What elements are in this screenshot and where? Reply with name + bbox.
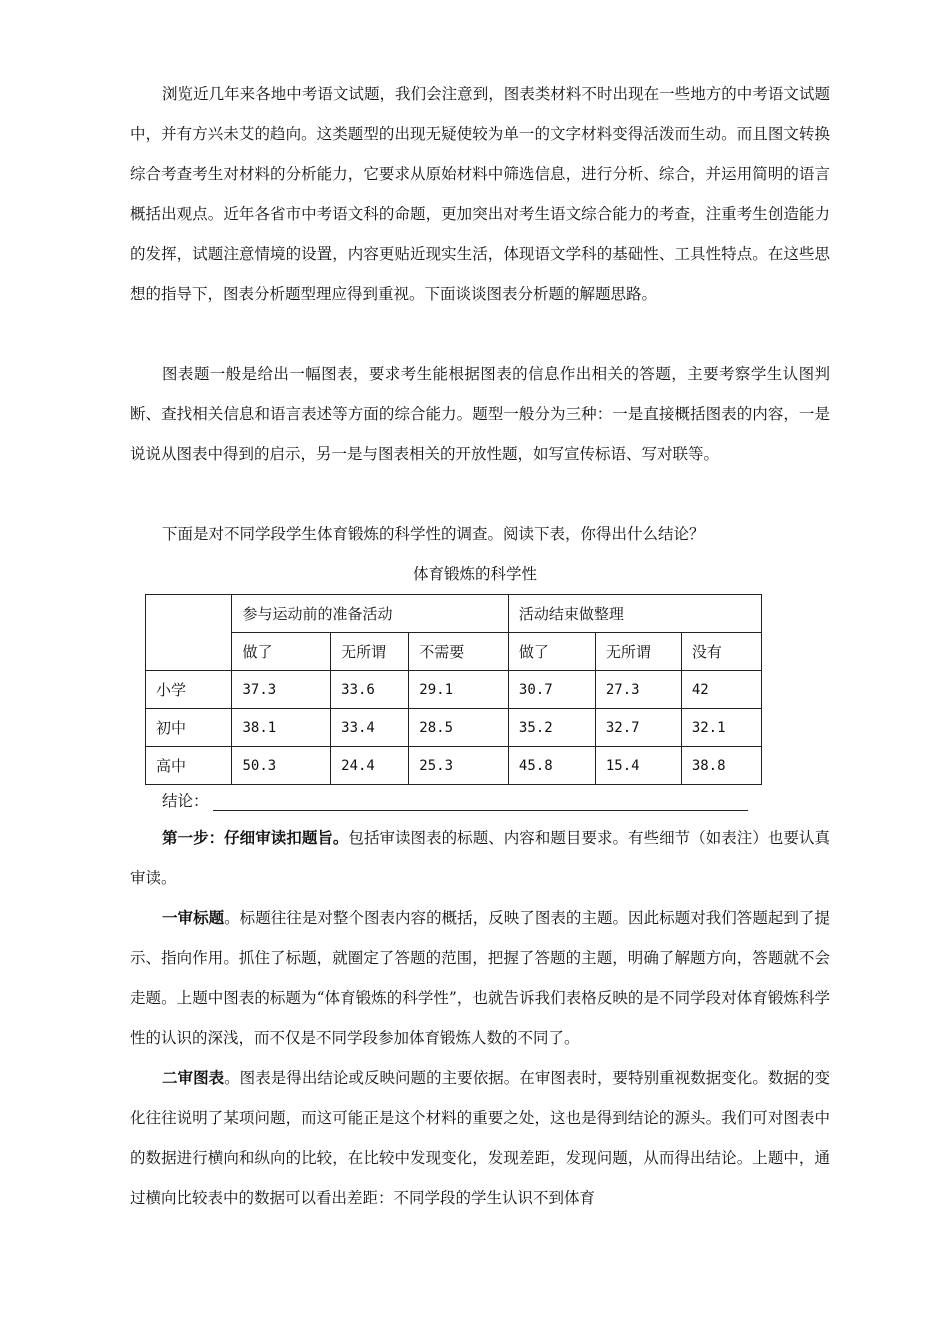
subheader-cell: 做了 [232,633,331,671]
table-caption: 体育锻炼的科学性 [412,565,537,583]
survey-table [145,594,762,785]
table-cell: 25.3 [409,747,509,785]
subheader-cell: 做了 [508,633,595,671]
table-cell: 35.2 [508,709,595,747]
table-cell: 32.1 [681,709,761,747]
table-cell: 24.4 [331,747,409,785]
subheader-cell: 没有 [681,633,761,671]
subheader-cell: 不需要 [409,633,509,671]
title-review-heading: 一审标题 [162,908,225,927]
step-one-text: 包括审读图表的标题、内容和题目要求。有些细节（如表注）也要认真审读。 [130,829,830,887]
subheader-cell: 无所谓 [331,633,409,671]
conclusion-blank [213,792,748,811]
table-cell: 33.4 [331,709,409,747]
row-label: 高中 [146,747,232,785]
chart-review-paragraph [130,1058,830,1218]
table-cell: 32.7 [595,709,681,747]
table-cell: 45.8 [508,747,595,785]
conclusion-label: 结论： [162,792,209,810]
subheader-cell: 无所谓 [595,633,681,671]
title-review-text: 。标题往往是对整个图表内容的概括，反映了图表的主题。因此标题对我们答题起到了提示、指向作用。抓住了标题，就圈定了答题的范围，把握了答题的主题，明确了解题方向，答题就不会走题。上题中图表的标题为“体育锻炼的科学性”，也就告诉我们表格反映的是不同学段对体育锻炼科学性的认识的深浅，而不仅是不同学段参加体育锻炼人数的不同了。 [130,909,830,1047]
conclusion-line [162,789,748,811]
chart-review-text: 。图表是得出结论或反映问题的主要依据。在审图表时，要特别重视数据变化。数据的变化往往说明了某项问题，而这可能正是这个材料的重要之处，这也是得到结论的源头。我们可对图表中的数据进行横向和纵向的比较，在比较中发现变化，发现差距，发现问题，从而得出结论。上题中，通过横向比较表中的数据可以看出差距：不同学段的学生认识不到体育 [130,1069,830,1207]
table-cell: 28.5 [409,709,509,747]
table-cell: 42 [681,671,761,709]
table-cell: 38.8 [681,747,761,785]
table-corner-cell [146,595,232,671]
group-header-cooldown: 活动结束做整理 [508,595,761,633]
step-one-heading: 第一步：仔细审读扣题旨。 [162,828,349,847]
table-cell: 15.4 [595,747,681,785]
table-cell: 33.6 [331,671,409,709]
question-prompt: 下面是对不同学段学生体育锻炼的科学性的调查。阅读下表，你得出什么结论？ [162,525,705,543]
table-cell: 30.7 [508,671,595,709]
table-cell: 37.3 [232,671,331,709]
step-one-paragraph [130,818,830,898]
table-row [146,671,762,709]
table-row [146,747,762,785]
row-label: 小学 [146,671,232,709]
table-cell: 27.3 [595,671,681,709]
table-cell: 50.3 [232,747,331,785]
row-label: 初中 [146,709,232,747]
table-subheader-row [146,633,762,671]
table-row [146,709,762,747]
table-cell: 38.1 [232,709,331,747]
chart-question-paragraph: 图表题一般是给出一幅图表，要求考生能根据图表的信息作出相关的答题，主要考察学生认图判断、查找相关信息和语言表述等方面的综合能力。题型一般分为三种：一是直接概括图表的内容，一是说说从图表中得到的启示，另一是与图表相关的开放性题，如写宣传标语、写对联等。 [130,365,830,463]
table-cell: 29.1 [409,671,509,709]
group-header-warmup: 参与运动前的准备活动 [232,595,508,633]
chart-review-heading: 二审图表 [162,1068,225,1087]
title-review-paragraph [130,898,830,1058]
intro-paragraph: 浏览近几年来各地中考语文试题，我们会注意到，图表类材料不时出现在一些地方的中考语文试题中，并有方兴未艾的趋向。这类题型的出现无疑使较为单一的文字材料变得活泼而生动。而且图文转换综合考查考生对材料的分析能力，它要求从原始材料中筛选信息，进行分析、综合，并运用简明的语言概括出观点。近年各省市中考语文科的命题，更加突出对考生语文综合能力的考查，注重考生创造能力的发挥，试题注意情境的设置，内容更贴近现实生活，体现语文学科的基础性、工具性特点。在这些思想的指导下，图表分析题型理应得到重视。下面谈谈图表分析题的解题思路。 [130,85,830,303]
table-header-row [146,595,762,633]
